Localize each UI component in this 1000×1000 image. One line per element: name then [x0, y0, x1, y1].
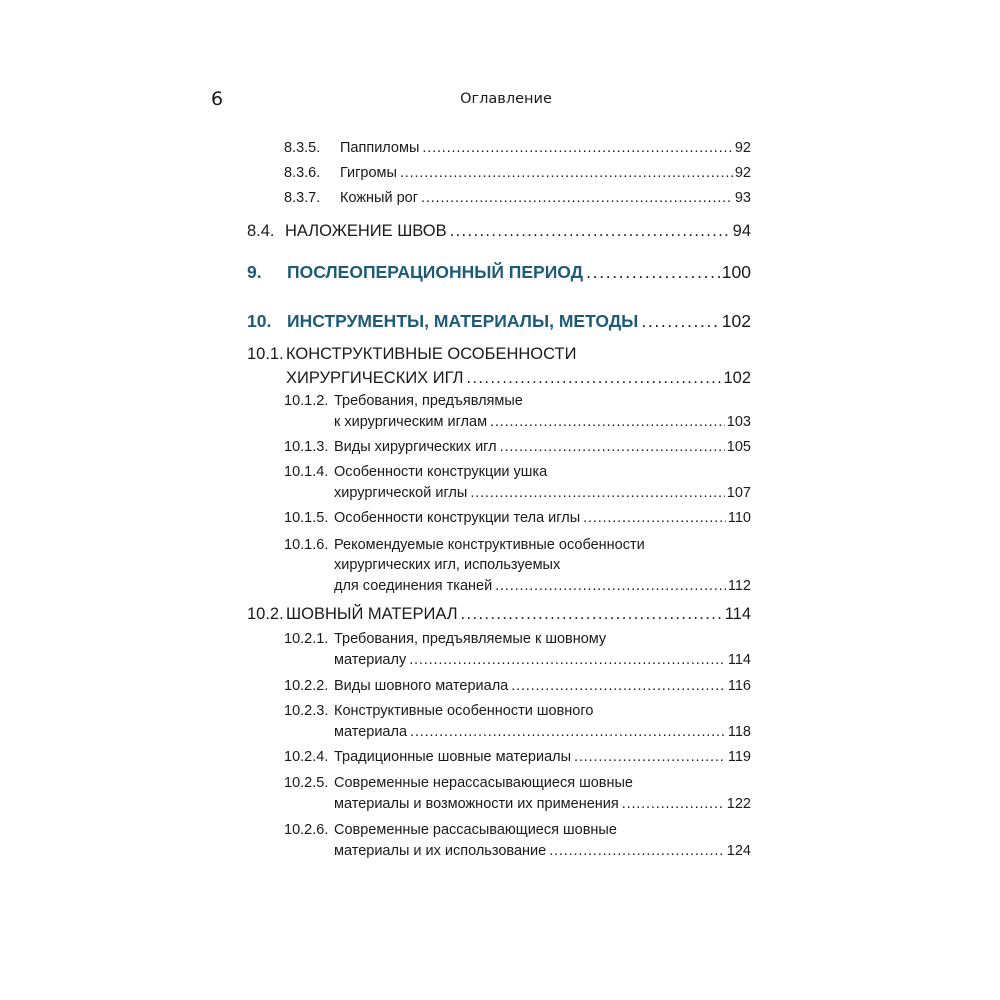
toc-entry-title: ХИРУРГИЧЕСКИХ ИГЛ	[286, 369, 464, 387]
toc-chapter-title: ИНСТРУМЕНТЫ, МАТЕРИАЛЫ, МЕТОДЫ	[287, 311, 639, 331]
toc-entry-page: 114	[727, 652, 751, 668]
toc-entry[interactable]	[334, 724, 751, 740]
toc-entry-page: 114	[724, 605, 751, 623]
toc-entry-page: 122	[726, 796, 751, 812]
toc-chapter[interactable]	[287, 262, 751, 283]
toc-entry[interactable]	[334, 843, 751, 859]
toc-entry-title: материала	[334, 724, 408, 740]
toc-entry-title: Виды хирургических игл	[334, 439, 497, 455]
toc-chapter-title: ПОСЛЕОПЕРАЦИОННЫЙ ПЕРИОД	[287, 262, 584, 282]
dot-leader	[409, 652, 726, 668]
toc-entry-number: 10.2.1.	[284, 631, 329, 647]
dot-leader	[511, 678, 726, 694]
toc-entry-page: 100	[721, 262, 751, 282]
dot-leader	[410, 724, 726, 740]
toc-entry-title: материалы и их использование	[334, 843, 547, 859]
toc-entry-page: 93	[734, 190, 751, 206]
toc-entry-title: Особенности конструкции тела иглы	[334, 510, 581, 526]
toc-entry-number: 8.3.7.	[284, 190, 321, 206]
toc-entry-title: Требования, предъявлямые	[334, 393, 523, 409]
toc-entry-title: хирургической иглы	[334, 485, 468, 501]
toc-entry-title: Конструктивные особенности шовного	[334, 703, 594, 719]
dot-leader	[495, 578, 726, 594]
dot-leader	[490, 414, 725, 430]
toc-entry-page: 92	[734, 165, 751, 181]
toc-entry-page: 124	[726, 843, 751, 859]
toc-entry-page: 94	[732, 222, 751, 240]
dot-leader	[641, 311, 719, 332]
toc-entry-page: 116	[727, 678, 751, 694]
dot-leader	[574, 749, 726, 765]
toc-entry-number: 10.1.4.	[284, 464, 329, 480]
page-number: 6	[211, 88, 224, 110]
toc-entry-page: 102	[723, 369, 751, 387]
toc-entry[interactable]	[334, 414, 751, 430]
toc-entry-page: 107	[726, 485, 751, 501]
toc-entry[interactable]	[334, 485, 751, 501]
toc-entry-title: ШОВНЫЙ МАТЕРИАЛ	[286, 605, 458, 623]
toc-entry-page: 112	[727, 578, 751, 594]
toc-entry-title: хирургических игл, используемых	[334, 557, 561, 573]
toc-entry-number: 10.2.	[247, 605, 284, 623]
toc-entry[interactable]	[334, 510, 751, 526]
dot-leader	[583, 510, 726, 526]
dot-leader	[421, 190, 733, 206]
toc-entry-number: 10.1.5.	[284, 510, 329, 526]
toc-entry-title: Современные рассасывающиеся шовные	[334, 822, 617, 838]
toc-entry-title: Паппиломы	[340, 140, 420, 156]
toc-entry-number: 8.4.	[247, 222, 275, 240]
dot-leader	[470, 485, 724, 501]
toc-entry-number: 10.2.5.	[284, 775, 329, 791]
toc-entry-number: 10.2.4.	[284, 749, 329, 765]
dot-leader	[549, 843, 725, 859]
toc-entry-page: 103	[726, 414, 751, 430]
toc-entry[interactable]	[334, 796, 751, 812]
toc-entry-title: Требования, предъявляемые к шовному	[334, 631, 607, 647]
toc-entry[interactable]	[334, 678, 751, 694]
toc-entry-title: Кожный рог	[340, 190, 419, 206]
dot-leader	[622, 796, 725, 812]
toc-entry-number: 10.1.	[247, 345, 284, 363]
toc-entry-page: 105	[726, 439, 751, 455]
dot-leader	[586, 262, 720, 283]
toc-entry-title: для соединения тканей	[334, 578, 493, 594]
toc-entry-number: 8.3.5.	[284, 140, 321, 156]
toc-entry-number: 10.2.6.	[284, 822, 329, 838]
toc-entry-title: материалу	[334, 652, 407, 668]
toc-entry-number: 8.3.6.	[284, 165, 321, 181]
toc-entry[interactable]	[286, 369, 751, 388]
toc-entry[interactable]	[340, 190, 751, 206]
toc-entry-title: Гигромы	[340, 165, 397, 181]
toc-entry-page: 119	[727, 749, 751, 765]
toc-entry[interactable]	[340, 140, 751, 156]
toc-entry[interactable]	[334, 439, 751, 455]
toc-entry-number: 10.1.3.	[284, 439, 329, 455]
toc-chapter-number: 9.	[247, 262, 262, 282]
toc-entry-page: 118	[727, 724, 751, 740]
toc-entry[interactable]	[334, 749, 751, 765]
toc-entry-title: материалы и возможности их применения	[334, 796, 619, 812]
toc-entry-number: 10.2.2.	[284, 678, 329, 694]
toc-chapter-number: 10.	[247, 311, 272, 331]
toc-entry[interactable]	[334, 652, 751, 668]
toc-entry-page: 92	[734, 140, 751, 156]
toc-entry-title: НАЛОЖЕНИЕ ШВОВ	[285, 222, 447, 240]
toc-entry-title: Традиционные шовные материалы	[334, 749, 572, 765]
toc-entry-title: Особенности конструкции ушка	[334, 464, 548, 480]
toc-entry-title: Виды шовного материала	[334, 678, 509, 694]
toc-entry-title: КОНСТРУКТИВНЫЕ ОСОБЕННОСТИ	[286, 345, 577, 363]
dot-leader	[422, 140, 732, 156]
dot-leader	[450, 222, 731, 241]
toc-entry[interactable]	[285, 222, 751, 241]
dot-leader	[466, 369, 721, 388]
dot-leader	[500, 439, 725, 455]
dot-leader	[400, 165, 733, 181]
toc-entry-number: 10.2.3.	[284, 703, 329, 719]
toc-entry-title: Рекомендуемые конструктивные особенности	[334, 537, 645, 553]
dot-leader	[461, 605, 723, 624]
running-title: Оглавление	[460, 91, 552, 107]
toc-entry[interactable]	[334, 578, 751, 594]
toc-entry[interactable]	[286, 605, 751, 624]
toc-entry-page: 110	[727, 510, 751, 526]
toc-chapter[interactable]	[287, 311, 751, 332]
toc-entry[interactable]	[340, 165, 751, 181]
toc-entry-number: 10.1.6.	[284, 537, 329, 553]
toc-entry-title: Современные нерассасывающиеся шовные	[334, 775, 633, 791]
toc-entry-title: к хирургическим иглам	[334, 414, 488, 430]
toc-entry-page: 102	[721, 311, 751, 331]
toc-entry-number: 10.1.2.	[284, 393, 329, 409]
